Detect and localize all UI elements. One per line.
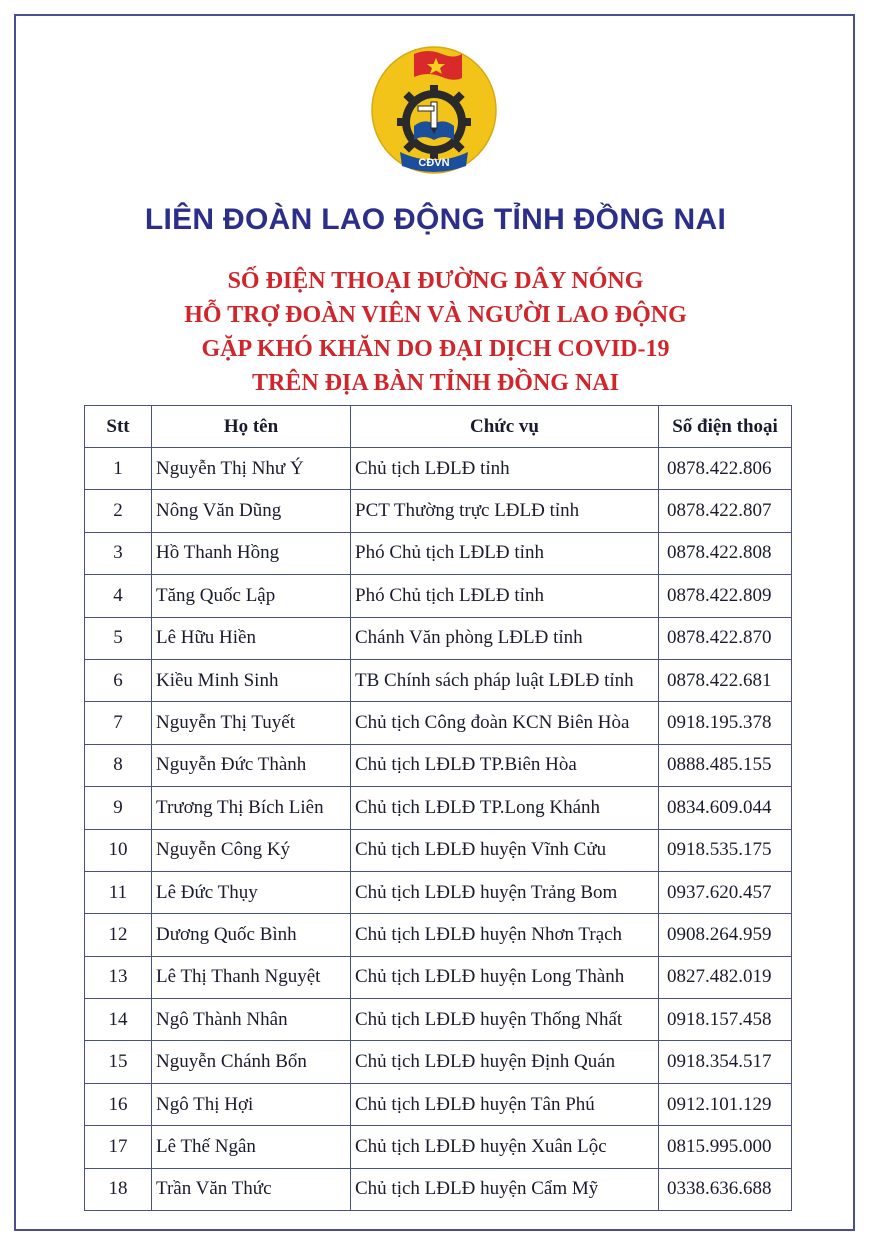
row-position: Chủ tịch LĐLĐ huyện Nhơn Trạch [351, 914, 659, 956]
row-position: PCT Thường trực LĐLĐ tỉnh [351, 490, 659, 532]
table-row [85, 744, 792, 786]
row-stt: 18 [85, 1168, 152, 1210]
row-position: Chánh Văn phòng LĐLĐ tỉnh [351, 617, 659, 659]
row-position: Phó Chủ tịch LĐLĐ tỉnh [351, 575, 659, 617]
row-position: Chủ tịch LĐLĐ TP.Biên Hòa [351, 744, 659, 786]
row-name: Nguyễn Công Ký [152, 829, 351, 871]
row-position: TB Chính sách pháp luật LĐLĐ tỉnh [351, 659, 659, 701]
logo-text: CĐVN [418, 157, 450, 169]
table-row [85, 787, 792, 829]
row-phone: 0815.995.000 [659, 1126, 792, 1168]
subtitle-line-1: SỐ ĐIỆN THOẠI ĐƯỜNG DÂY NÓNG [227, 268, 644, 294]
row-phone: 0878.422.807 [659, 490, 792, 532]
row-name: Lê Hữu Hiền [152, 617, 351, 659]
table-row [85, 914, 792, 956]
row-phone: 0918.195.378 [659, 702, 792, 744]
row-position: Chủ tịch LĐLĐ tỉnh [351, 448, 659, 490]
row-name: Lê Thế Ngân [152, 1126, 351, 1168]
row-stt: 12 [85, 914, 152, 956]
row-phone: 0878.422.870 [659, 617, 792, 659]
subtitle-line-2: HỖ TRỢ ĐOÀN VIÊN VÀ NGƯỜI LAO ĐỘNG [184, 302, 687, 328]
row-phone: 0878.422.806 [659, 448, 792, 490]
union-logo-icon [370, 44, 498, 176]
row-name: Ngô Thị Hợi [152, 1083, 351, 1125]
row-stt: 9 [85, 787, 152, 829]
row-position: Chủ tịch LĐLĐ huyện Xuân Lộc [351, 1126, 659, 1168]
header-stt: Stt [85, 406, 152, 448]
row-position: Chủ tịch LĐLĐ huyện Tân Phú [351, 1083, 659, 1125]
table-row [85, 1041, 792, 1083]
row-position: Phó Chủ tịch LĐLĐ tỉnh [351, 532, 659, 574]
row-phone: 0937.620.457 [659, 871, 792, 913]
row-phone: 0908.264.959 [659, 914, 792, 956]
row-stt: 5 [85, 617, 152, 659]
row-phone: 0878.422.809 [659, 575, 792, 617]
subtitle-line-4: TRÊN ĐỊA BÀN TỈNH ĐỒNG NAI [252, 370, 619, 396]
subtitle-line-3: GẶP KHÓ KHĂN DO ĐẠI DỊCH COVID-19 [201, 336, 670, 362]
row-name: Dương Quốc Bình [152, 914, 351, 956]
row-stt: 6 [85, 659, 152, 701]
row-stt: 10 [85, 829, 152, 871]
table-body [85, 448, 792, 1211]
row-position: Chủ tịch Công đoàn KCN Biên Hòa [351, 702, 659, 744]
table-row [85, 659, 792, 701]
header-position: Chức vụ [351, 406, 659, 448]
row-name: Ngô Thành Nhân [152, 999, 351, 1041]
row-name: Trần Văn Thức [152, 1168, 351, 1210]
row-name: Nguyễn Thị Như Ý [152, 448, 351, 490]
row-name: Nguyễn Đức Thành [152, 744, 351, 786]
table-row [85, 1126, 792, 1168]
table-row [85, 702, 792, 744]
row-phone: 0918.354.517 [659, 1041, 792, 1083]
hotline-table [84, 405, 792, 1211]
header-phone: Số điện thoại [659, 406, 792, 448]
table-header-row [85, 406, 792, 448]
table-row [85, 999, 792, 1041]
row-stt: 17 [85, 1126, 152, 1168]
row-phone: 0918.157.458 [659, 999, 792, 1041]
row-name: Nguyễn Chánh Bổn [152, 1041, 351, 1083]
row-position: Chủ tịch LĐLĐ huyện Định Quán [351, 1041, 659, 1083]
header-name: Họ tên [152, 406, 351, 448]
table-row [85, 1083, 792, 1125]
row-stt: 13 [85, 956, 152, 998]
table-row [85, 617, 792, 659]
row-name: Nông Văn Dũng [152, 490, 351, 532]
row-stt: 2 [85, 490, 152, 532]
row-name: Tăng Quốc Lập [152, 575, 351, 617]
row-name: Lê Đức Thụy [152, 871, 351, 913]
row-stt: 1 [85, 448, 152, 490]
row-name: Hồ Thanh Hồng [152, 532, 351, 574]
row-name: Lê Thị Thanh Nguyệt [152, 956, 351, 998]
row-phone: 0834.609.044 [659, 787, 792, 829]
table-row [85, 829, 792, 871]
row-phone: 0878.422.681 [659, 659, 792, 701]
row-stt: 14 [85, 999, 152, 1041]
row-name: Nguyễn Thị Tuyết [152, 702, 351, 744]
table-row [85, 448, 792, 490]
row-name: Trương Thị Bích Liên [152, 787, 351, 829]
row-name: Kiều Minh Sinh [152, 659, 351, 701]
table-row [85, 1168, 792, 1210]
row-stt: 7 [85, 702, 152, 744]
row-phone: 0878.422.808 [659, 532, 792, 574]
row-phone: 0918.535.175 [659, 829, 792, 871]
row-position: Chủ tịch LĐLĐ huyện Vĩnh Cửu [351, 829, 659, 871]
row-phone: 0338.636.688 [659, 1168, 792, 1210]
table-row [85, 532, 792, 574]
row-stt: 11 [85, 871, 152, 913]
org-title: LIÊN ĐOÀN LAO ĐỘNG TỈNH ĐỒNG NAI [144, 203, 727, 236]
row-position: Chủ tịch LĐLĐ huyện Long Thành [351, 956, 659, 998]
row-position: Chủ tịch LĐLĐ huyện Cẩm Mỹ [351, 1168, 659, 1210]
row-position: Chủ tịch LĐLĐ TP.Long Khánh [351, 787, 659, 829]
row-stt: 8 [85, 744, 152, 786]
row-phone: 0888.485.155 [659, 744, 792, 786]
row-stt: 15 [85, 1041, 152, 1083]
table-row [85, 871, 792, 913]
row-position: Chủ tịch LĐLĐ huyện Trảng Bom [351, 871, 659, 913]
row-stt: 3 [85, 532, 152, 574]
row-phone: 0912.101.129 [659, 1083, 792, 1125]
table-row [85, 490, 792, 532]
row-stt: 16 [85, 1083, 152, 1125]
row-phone: 0827.482.019 [659, 956, 792, 998]
table-row [85, 956, 792, 998]
table-row [85, 575, 792, 617]
row-position: Chủ tịch LĐLĐ huyện Thống Nhất [351, 999, 659, 1041]
row-stt: 4 [85, 575, 152, 617]
